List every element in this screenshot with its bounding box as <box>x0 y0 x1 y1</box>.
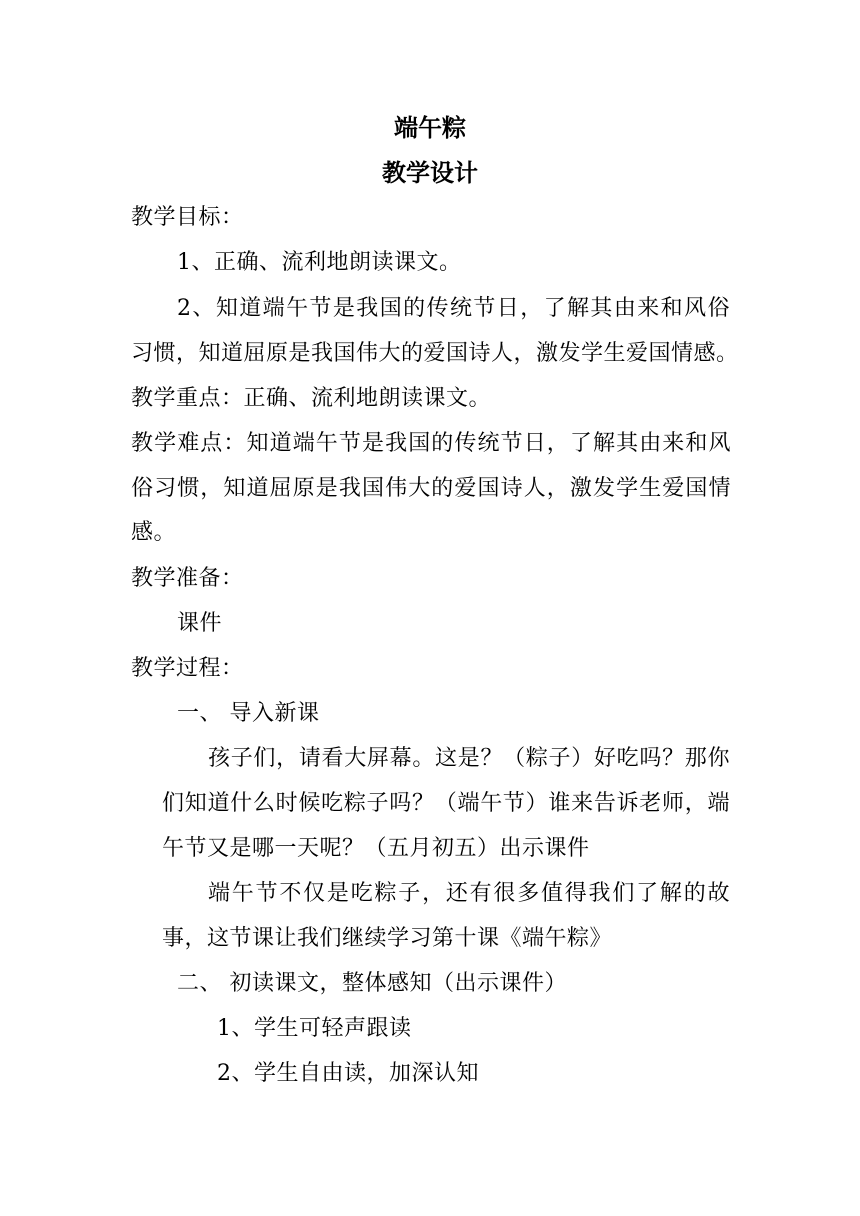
process-step-1-paragraph-1-line-2: 们知道什么时候吃粽子吗？（端午节）谁来告诉老师，端 <box>162 791 730 816</box>
objective-item-2-line-2: 习惯，知道屈原是我国伟大的爱国诗人，激发学生爱国情感。 <box>131 341 739 366</box>
objective-item-2-line-1: 2、知道端午节是我国的传统节日，了解其由来和风俗 <box>177 296 730 321</box>
section-heading-objectives: 教学目标： <box>131 205 244 230</box>
process-step-2-item-1: 1、学生可轻声跟读 <box>217 1016 412 1041</box>
section-difficulty-line-3: 感。 <box>131 520 177 545</box>
section-heading-preparation: 教学准备： <box>131 566 244 591</box>
section-difficulty-line-2: 俗习惯，知道屈原是我国伟大的爱国诗人，激发学生爱国情 <box>131 476 731 501</box>
section-heading-process: 教学过程： <box>131 656 244 681</box>
section-difficulty-line-1: 教学难点：知道端午节是我国的传统节日，了解其由来和风 <box>131 431 731 456</box>
process-step-2-item-2: 2、学生自由读，加深认知 <box>217 1061 479 1086</box>
process-step-1-heading: 一、 导入新课 <box>177 701 320 726</box>
process-step-1-paragraph-2-line-2: 事，这节课让我们继续学习第十课《端午粽》 <box>162 926 613 951</box>
section-key-point: 教学重点：正确、流利地朗读课文。 <box>131 386 492 411</box>
process-step-2-heading: 二、 初读课文，整体感知（出示课件） <box>177 971 567 996</box>
document-subtitle: 教学设计 <box>382 158 478 187</box>
document-title: 端午粽 <box>394 113 466 142</box>
process-step-1-paragraph-2-line-1: 端午节不仅是吃粽子，还有很多值得我们了解的故 <box>208 881 730 906</box>
process-step-1-paragraph-1-line-3: 午节又是哪一天呢？（五月初五）出示课件 <box>162 836 590 861</box>
process-step-1-paragraph-1-line-1: 孩子们，请看大屏幕。这是？（粽子）好吃吗？那你 <box>208 746 730 771</box>
objective-item-1: 1、正确、流利地朗读课文。 <box>177 250 462 275</box>
preparation-item: 课件 <box>177 611 223 636</box>
